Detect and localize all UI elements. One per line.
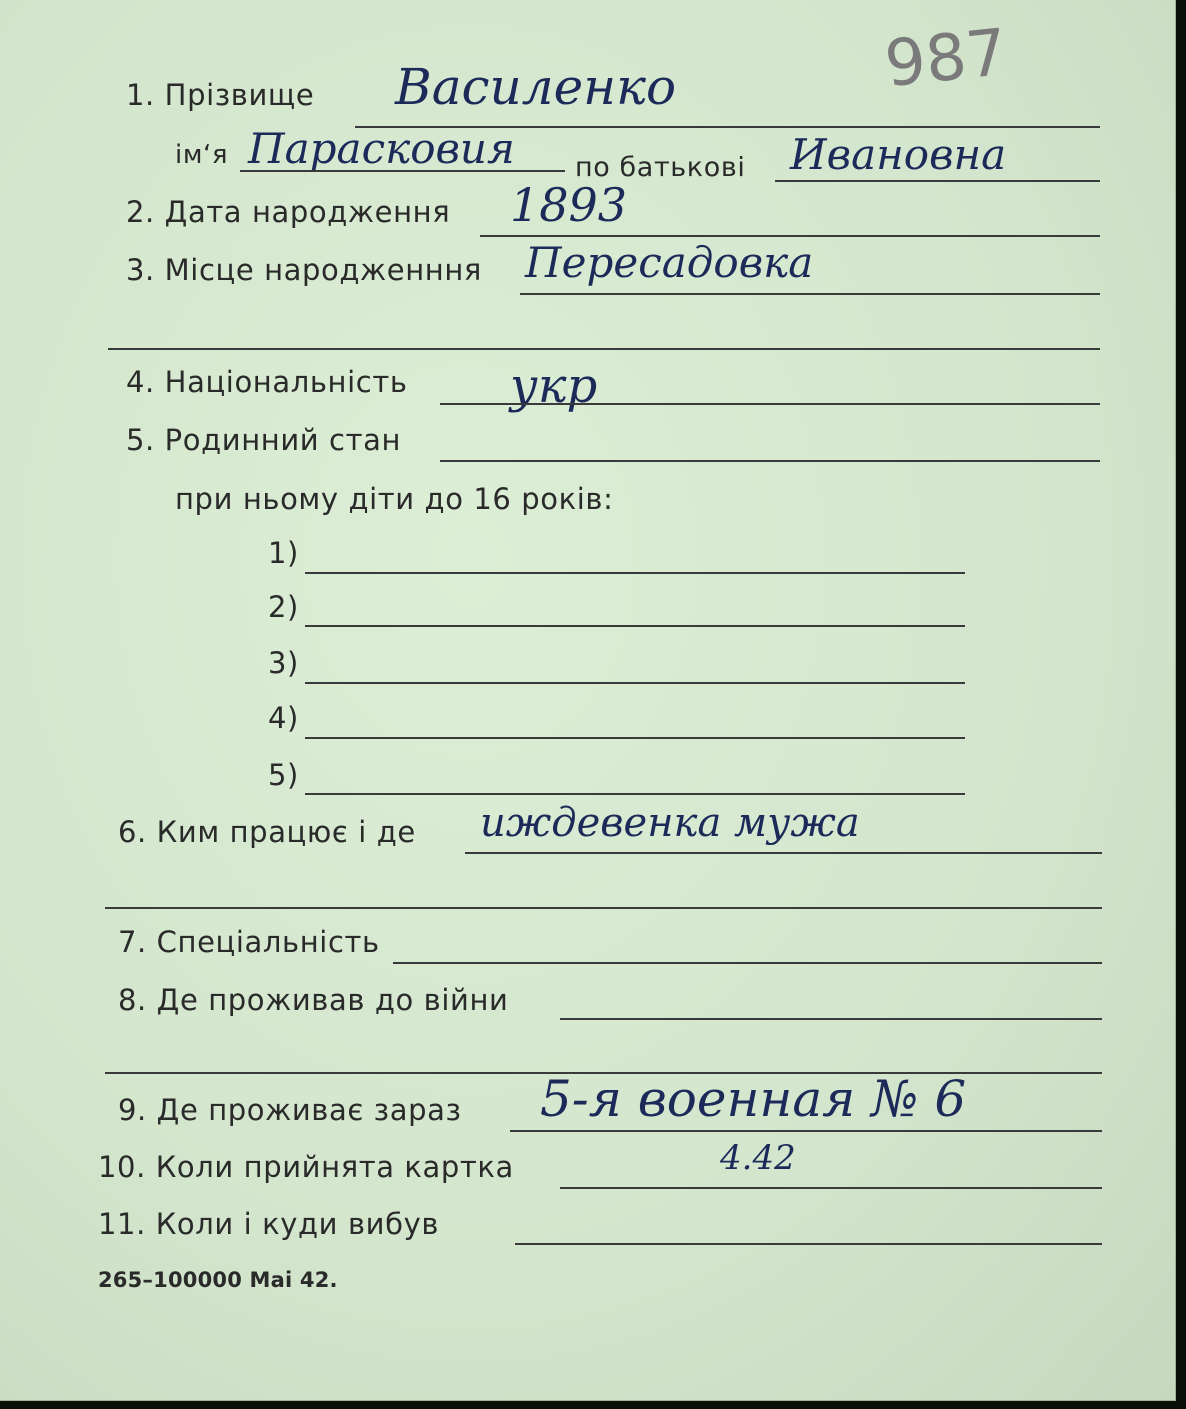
current-address-value: 5-я военная № 6 [540,1070,967,1128]
current-address-line [510,1130,1102,1132]
q10-card-accepted-label: 10. Коли прийнята картка [98,1150,514,1184]
child-3-number: 3) [268,646,299,680]
q9-current-address-label: 9. Де проживає зараз [118,1093,462,1127]
child-3-line [305,682,965,684]
first-name-value: Парасковия [248,124,515,173]
birth-place-line [520,293,1100,295]
nationality-value: укр [510,358,598,414]
departed-line [515,1243,1102,1245]
print-code: 265–100000 Mai 42. [98,1268,338,1292]
speciality-line [393,962,1102,964]
q3-birth-place-label: 3. Місце народженння [126,253,482,287]
card-number-pencil: 987 [881,15,1011,103]
patronymic-line [775,180,1100,182]
q4-nationality-label: 4. Національність [126,365,408,399]
prewar-address-line [560,1018,1102,1020]
birth-place-line-2 [108,348,1100,350]
card-date-value: 4.42 [720,1138,796,1178]
q11-departed-label: 11. Коли і куди вибув [98,1207,440,1241]
child-1-line [305,572,965,574]
child-1-number: 1) [268,536,299,570]
child-5-number: 5) [268,758,299,792]
q8-prewar-address-label: 8. Де проживав до війни [118,983,509,1017]
child-4-number: 4) [268,701,299,735]
q2-birth-date-label: 2. Дата народження [126,195,451,229]
q1-name-label: ім‘я [175,140,229,170]
card-accepted-line [560,1187,1102,1189]
first-name-line [240,170,565,172]
child-4-line [305,737,965,739]
child-2-line [305,625,965,627]
q1-patronymic-label: по батькові [575,152,746,183]
q6-work-label: 6. Ким працює і де [118,815,416,849]
patronymic-value: Ивановна [790,130,1007,179]
q5-family-status-label: 5. Родинний стан [126,423,402,457]
family-status-line [440,460,1100,462]
surname-value: Василенко [395,58,677,116]
birth-date-line [480,235,1100,237]
q7-speciality-label: 7. Спеціальність [118,925,380,959]
nationality-line [440,403,1100,405]
birth-place-value: Пересадовка [525,238,814,287]
work-line-2 [105,907,1102,909]
work-line [465,852,1102,854]
work-value: иждевенка мужа [480,800,860,846]
q1-surname-label: 1. Прізвище [126,78,315,112]
child-5-line [305,793,965,795]
q5-children-label: при ньому діти до 16 років: [175,482,614,516]
birth-date-value: 1893 [510,178,628,232]
child-2-number: 2) [268,590,299,624]
